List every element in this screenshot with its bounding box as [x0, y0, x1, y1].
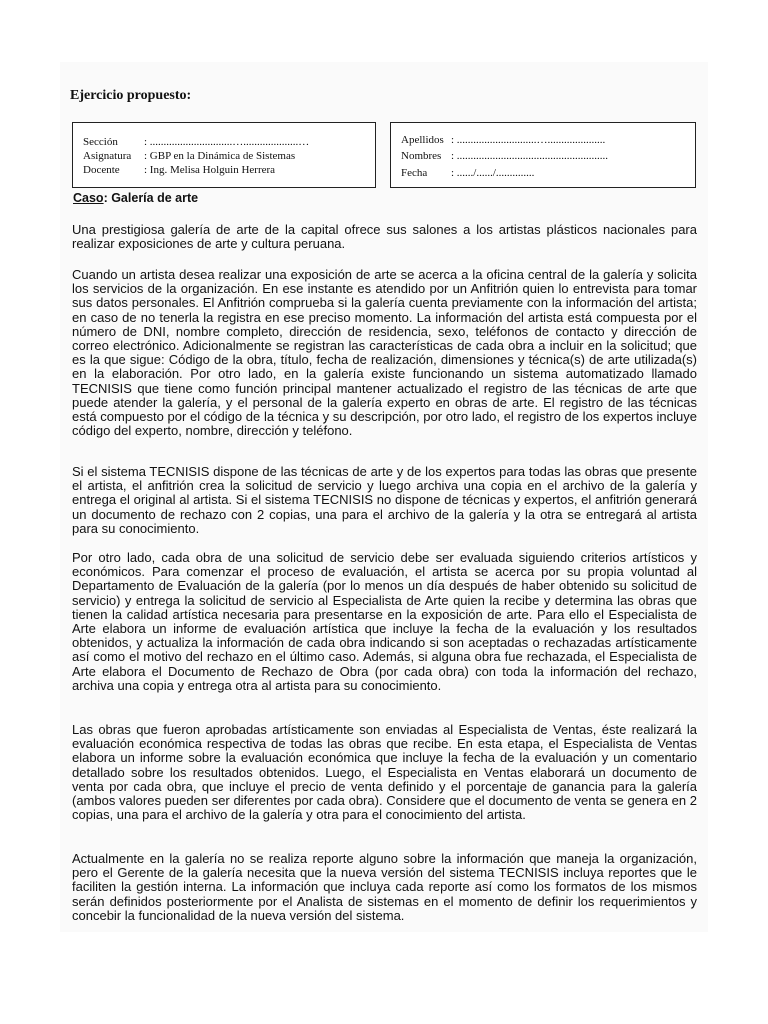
surname-label: Apellidos	[401, 134, 444, 146]
case-name: : Galería de arte	[103, 191, 199, 205]
section-label: Sección	[83, 136, 118, 148]
names-label: Nombres	[401, 150, 442, 162]
surname-value: : .............................….....................	[451, 134, 606, 146]
teacher-value: : Ing. Melisa Holguin Herrera	[144, 164, 276, 176]
course-info-box	[72, 122, 376, 188]
date-row	[401, 166, 535, 181]
date-value: : ....../....../..............	[451, 167, 535, 179]
surname-row	[401, 133, 606, 148]
subject-label: Asignatura	[83, 150, 132, 162]
date-label: Fecha	[401, 167, 428, 179]
subject-value: : GBP en la Dinámica de Sistemas	[144, 150, 296, 162]
teacher-row	[83, 163, 276, 178]
paragraph-reports: Actualmente en la galería no se realiza reporte alguno sobre la información que maneja la organización, pero el Gerente de la galería necesita que la nueva versión del sistema TECNISIS incluya reportes que le faciliten la gestión interna. La información que incluya cada reporte así como los formatos de los mismos serán definidos posteriormente por el Analista de sistemas en el momento de definir los requerimientos y concebir la funcionalidad de la nueva versión del sistema.	[72, 851, 697, 923]
names-value: : .......................................................	[451, 150, 609, 162]
paragraph-economic-evaluation: Las obras que fueron aprobadas artísticamente son enviadas al Especialista de Ventas, éste realizará la evaluación económica respectiva de todas las obras que recibe. En esta etapa, el Especialista de Ventas elabora un informe sobre la evaluación económica que incluye la fecha de la evaluación y un comentario detallado sobre los resultados obtenidos. Luego, el Especialista en Ventas elaborará un documento de venta por cada obra, que incluye el precio de venta definido y el porcentaje de ganancia para la galería (ambos valores pueden ser diferentes por cada obra). Considere que el documento de venta se genera en 2 copias, una para el archivo de la galería y otra para el conocimiento del artista.	[72, 722, 697, 823]
student-info-box	[390, 122, 696, 188]
paragraph-artist-registration: Cuando un artista desea realizar una exposición de arte se acerca a la oficina central de la galería y solicita los servicios de la organización. En ese instante es atendido por un Anfitrión quien lo entrevista para tomar sus datos personales. El Anfitrión comprueba si la galería cuenta previamente con la información del artista; en caso de no tenerla la registra en ese preciso momento. La información del artista está compuesta por el número de DNI, nombre completo, dirección de residencia, sexo, teléfonos de contacto y dirección de correo electrónico. Adicionalmente se registran las características de cada obra a incluir en la solicitud; que es la que sigue: Código de la obra, título, fecha de realización, dimensiones y técnica(s) de arte utilizada(s) en la elaboración. Por otro lado, en la galería existe funcionando un sistema automatizado llamado TECNISIS que tiene como función principal mantener actualizado el registro de las técnicas de arte que puede atender la galería, y el personal de la galería experto en obras de arte. El registro de las técnicas está compuesto por el código de la técnica y su descripción, por otro lado, el registro de los expertos incluye código del experto, nombre, dirección y teléfono.	[72, 267, 697, 439]
case-label: Caso	[73, 191, 104, 205]
names-row	[401, 149, 609, 164]
section-value: : ..............................…....................…	[144, 136, 310, 148]
paragraph-artistic-evaluation: Por otro lado, cada obra de una solicitud de servicio debe ser evaluada siguiendo criterios artísticos y económicos. Para comenzar el proceso de evaluación, el artista se acerca por su propia voluntad al Departamento de Evaluación de la galería (por lo menos un día después de haber obtenido su solicitud de servicio) y entrega la solicitud de servicio al Especialista de Arte quien la recibe y determina las obras que tienen la calidad artística necesaria para presentarse en la exposición de arte. Para ello el Especialista de Arte elabora un informe de evaluación artística que incluye la fecha de la evaluación y los resultados obtenidos, y actualiza la información de cada obra indicando si son aceptadas o rechazadas artísticamente así como el motivo del rechazo en el último caso. Además, si alguna obra fue rechazada, el Especialista de Arte elabora el Documento de Rechazo de Obra (por cada obra) con toda la información del rechazo, archiva una copia y entrega otra al artista para su conocimiento.	[72, 550, 697, 693]
paragraph-intro: Una prestigiosa galería de arte de la capital ofrece sus salones a los artistas plásticos nacionales para realizar exposiciones de arte y cultura peruana.	[72, 222, 697, 252]
paragraph-tecnisis-check: Si el sistema TECNISIS dispone de las técnicas de arte y de los expertos para todas las obras que presente el artista, el anfitrión crea la solicitud de servicio y luego archiva una copia en el archivo de la galería y entrega el original al artista. Si el sistema TECNISIS no dispone de técnicas y expertos, el anfitrión generará un documento de rechazo con 2 copias, una para el archivo de la galería y la otra se entregará al artista para su conocimiento.	[72, 464, 697, 536]
teacher-label: Docente	[83, 164, 120, 176]
exercise-heading: Ejercicio propuesto:	[70, 88, 192, 103]
section-row	[83, 135, 310, 150]
subject-row	[83, 149, 296, 164]
case-title	[73, 191, 198, 205]
